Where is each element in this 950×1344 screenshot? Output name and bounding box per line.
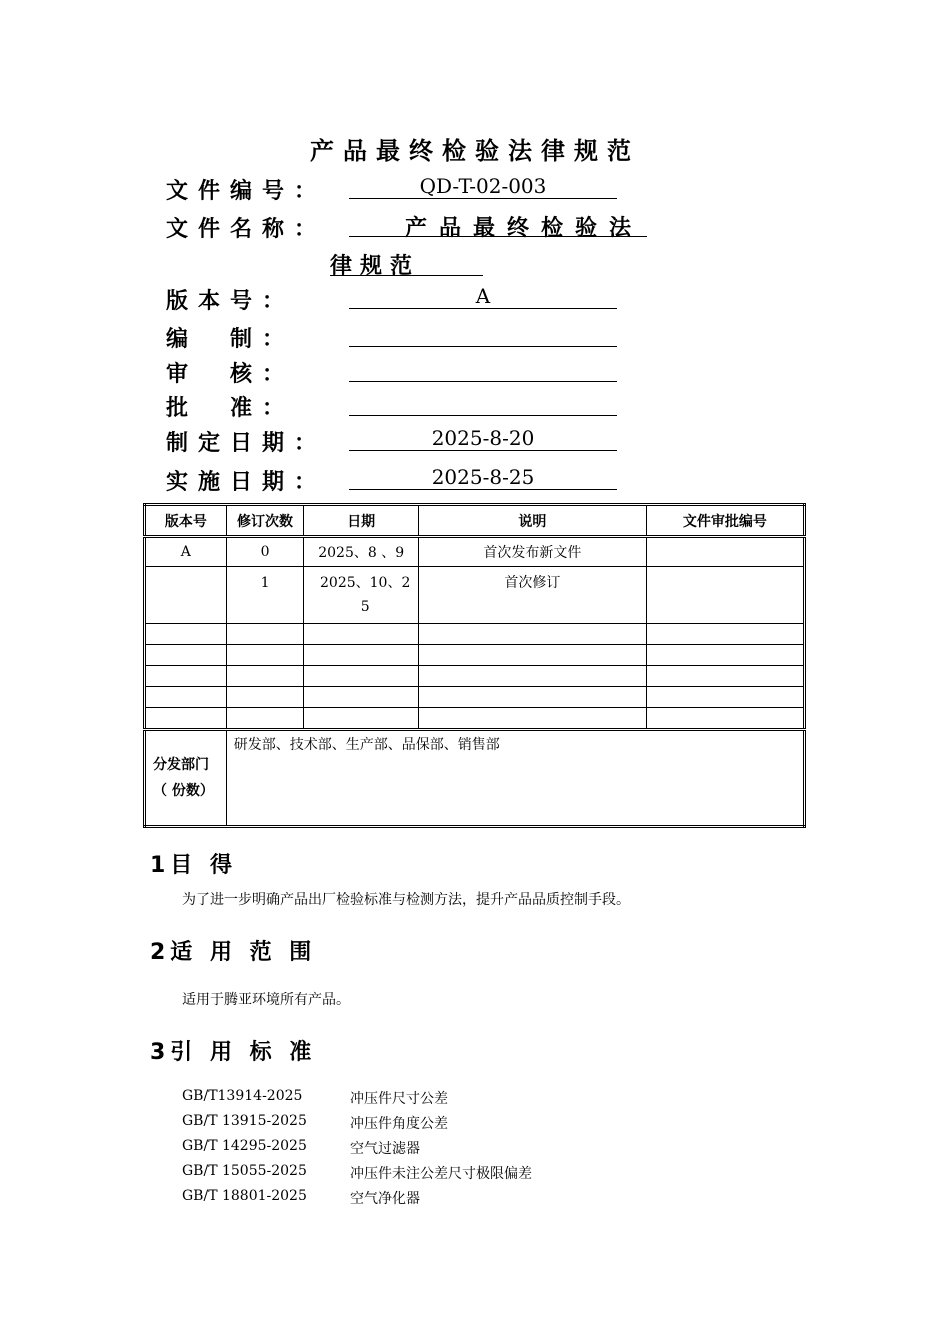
table-cell: A [145, 537, 227, 567]
table-cell [646, 567, 804, 624]
table-cell [304, 708, 419, 730]
table-row [145, 537, 805, 567]
table-cell [304, 687, 419, 708]
file-name-value-line1: 产品最终检验法 [349, 211, 647, 237]
table-cell: 0 [226, 537, 304, 567]
section-heading-scope: 2适 用 范 围 [150, 940, 317, 965]
table-cell [226, 666, 304, 687]
prepared-by-value [349, 322, 617, 347]
table-cell [419, 687, 647, 708]
table-cell [145, 708, 227, 730]
column-header-version: 版本号 [145, 505, 227, 537]
column-header-revision-count: 修订次数 [226, 505, 304, 537]
table-cell [226, 645, 304, 666]
table-row [145, 567, 805, 624]
approved-by-value [349, 391, 617, 416]
table-cell [646, 537, 804, 567]
table-row-empty [145, 645, 805, 666]
table-row-empty [145, 708, 805, 730]
standard-name: 冲压件未注公差尺寸极限偏差 [350, 1166, 532, 1182]
table-cell [646, 687, 804, 708]
table-cell [419, 708, 647, 730]
table-cell [419, 624, 647, 645]
table-cell [646, 708, 804, 730]
table-cell [419, 666, 647, 687]
table-cell [226, 624, 304, 645]
file-number-label: 文件编号： [166, 179, 327, 204]
standard-name: 冲压件尺寸公差 [350, 1091, 448, 1107]
column-header-description: 说明 [419, 505, 647, 537]
standard-name: 冲压件角度公差 [350, 1116, 448, 1132]
table-cell [226, 687, 304, 708]
table-cell [145, 666, 227, 687]
table-cell [145, 567, 227, 624]
distribution-label-line2: （ 份数） [153, 783, 214, 799]
table-cell [304, 666, 419, 687]
table-cell [145, 624, 227, 645]
standard-name: 空气净化器 [350, 1191, 420, 1207]
issue-date-value: 2025-8-20 [349, 426, 617, 451]
reviewed-by-value [349, 357, 617, 382]
revision-table [143, 503, 806, 828]
table-cell [646, 645, 804, 666]
standard-code: GB/T 14295-2025 [182, 1138, 307, 1154]
table-cell [145, 645, 227, 666]
table-cell [226, 708, 304, 730]
table-row-empty [145, 666, 805, 687]
effective-date-label: 实施日期： [166, 470, 327, 495]
table-cell [646, 666, 804, 687]
file-number-value: QD-T-02-003 [349, 174, 617, 199]
column-header-approval-number: 文件审批编号 [646, 505, 804, 537]
table-cell [304, 624, 419, 645]
standard-code: GB/T 18801-2025 [182, 1188, 307, 1204]
section-text-purpose: 为了进一步明确产品出厂检验标准与检测方法，提升产品品质控制手段。 [182, 892, 630, 908]
document-title: 产品最终检验法律规范 [310, 137, 640, 165]
version-value: A [349, 284, 617, 309]
section-text-scope: 适用于腾亚环境所有产品。 [182, 992, 350, 1008]
distribution-row [145, 730, 805, 827]
file-name-value-line2: 律规范 [330, 249, 483, 276]
reviewed-by-label: 审 核： [166, 362, 295, 387]
file-name-label: 文件名称： [166, 217, 327, 242]
section-heading-purpose: 1目 得 [150, 853, 237, 878]
table-cell: 首次修订 [419, 567, 647, 624]
distribution-label-line1: 分发部门 [153, 757, 209, 773]
table-cell: 2025、8 、9 [304, 537, 419, 567]
standard-code: GB/T 15055-2025 [182, 1163, 307, 1179]
table-row-empty [145, 687, 805, 708]
distribution-value: 研发部、技术部、生产部、品保部、销售部 [226, 730, 804, 827]
approved-by-label: 批 准： [166, 396, 295, 421]
table-cell: 2025、10、25 [304, 567, 419, 624]
standard-code: GB/T 13915-2025 [182, 1113, 307, 1129]
effective-date-value: 2025-8-25 [349, 465, 617, 490]
table-row-empty [145, 624, 805, 645]
table-cell [419, 645, 647, 666]
table-cell [145, 687, 227, 708]
table-cell [646, 624, 804, 645]
table-cell [304, 645, 419, 666]
table-cell: 1 [226, 567, 304, 624]
standard-code: GB/T13914-2025 [182, 1088, 303, 1104]
version-label: 版本号： [166, 289, 295, 314]
section-heading-references: 3引 用 标 准 [150, 1040, 317, 1065]
issue-date-label: 制定日期： [166, 431, 327, 456]
distribution-label [145, 730, 227, 827]
table-cell: 首次发布新文件 [419, 537, 647, 567]
column-header-date: 日期 [304, 505, 419, 537]
standard-name: 空气过滤器 [350, 1141, 420, 1157]
table-header-row [145, 505, 805, 537]
prepared-by-label: 编 制： [166, 327, 295, 352]
